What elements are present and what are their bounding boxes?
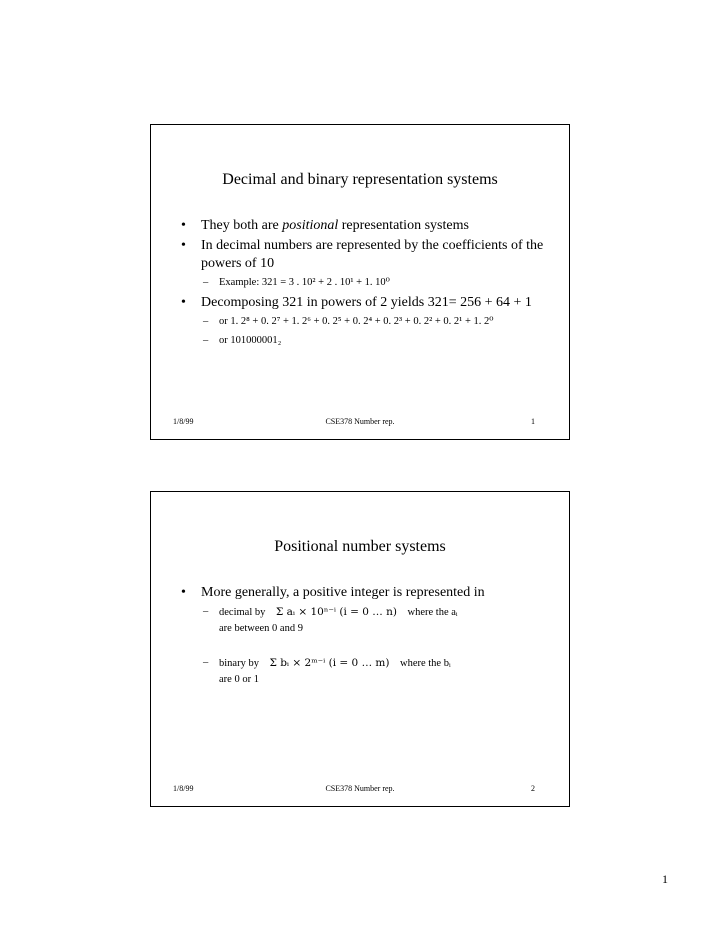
bullet-text: More generally, a positive integer is represented in: [201, 585, 485, 600]
dash-icon: –: [203, 316, 209, 327]
dash-icon: –: [203, 335, 209, 346]
footer-date: 1/8/99: [173, 417, 194, 426]
binary-formula: Σ bᵢ × 2ᵐ⁻ⁱ (i = 0 … m): [269, 657, 390, 669]
sub-bullet-text: are between 0 and 9: [219, 623, 303, 634]
bullet-emphasis: positional: [282, 218, 339, 233]
bullet-item: [173, 217, 555, 235]
sub-bullet-item: [173, 655, 555, 688]
footer-date: 1/8/99: [173, 784, 194, 793]
footer-slide-number: 2: [531, 784, 535, 793]
bullet-list: [173, 217, 555, 352]
footer-slide-number: 1: [531, 417, 535, 426]
sub-bullet-item: [173, 314, 555, 330]
sub-bullet-item: [173, 333, 555, 349]
bullet-text: In decimal numbers are represented by the coefficients of the powers of 10: [201, 238, 544, 271]
page-number: 1: [662, 872, 668, 886]
bullet-item: [173, 237, 555, 273]
slide-title: Decimal and binary representation systems: [222, 171, 498, 188]
sub-bullet-text: decimal by: [219, 607, 266, 618]
sub-bullet-text: are 0 or 1: [219, 674, 259, 685]
bullet-text: They both are: [201, 218, 283, 233]
sub-bullet-text: Example: 321 = 3 . 10² + 2 . 10¹ + 1. 10⁰: [219, 277, 390, 288]
sub-bullet-text: or 101000001₂: [219, 335, 282, 346]
dash-icon: –: [203, 277, 209, 288]
bullet-text: Decomposing 321 in powers of 2 yields 321= 256 + 64 + 1: [201, 295, 532, 310]
sub-bullet-text: where the: [399, 658, 442, 669]
decimal-formula: Σ aᵢ × 10ⁿ⁻ⁱ (i = 0 … n): [275, 606, 398, 618]
bullet-icon: •: [181, 295, 186, 310]
sub-bullet-item: [173, 275, 555, 291]
sub-bullet-item: [173, 604, 555, 637]
dash-icon: –: [203, 657, 209, 668]
bullet-icon: •: [181, 238, 186, 253]
sub-bullet-text: binary by: [219, 658, 259, 669]
footer-course: CSE378 Number rep.: [325, 417, 395, 426]
formula-variable: aᵢ: [451, 607, 458, 618]
slide-title: Positional number systems: [274, 538, 446, 555]
slide-1: [150, 124, 570, 440]
footer-course: CSE378 Number rep.: [325, 784, 395, 793]
dash-icon: –: [203, 606, 209, 617]
bullet-text: representation systems: [338, 218, 469, 233]
formula-variable: bᵢ: [443, 658, 451, 669]
bullet-list: [173, 584, 555, 691]
sub-bullet-text: or 1. 2⁸ + 0. 2⁷ + 1. 2⁶ + 0. 2⁵ + 0. 2⁴ + 0. 2³ + 0. 2² + 0. 2¹ + 1. 2⁰: [219, 316, 494, 327]
bullet-icon: •: [181, 585, 186, 600]
bullet-icon: •: [181, 218, 186, 233]
sub-bullet-text: where the: [407, 607, 449, 618]
bullet-item: [173, 584, 555, 602]
bullet-item: [173, 294, 555, 312]
slide-2: [150, 491, 570, 807]
